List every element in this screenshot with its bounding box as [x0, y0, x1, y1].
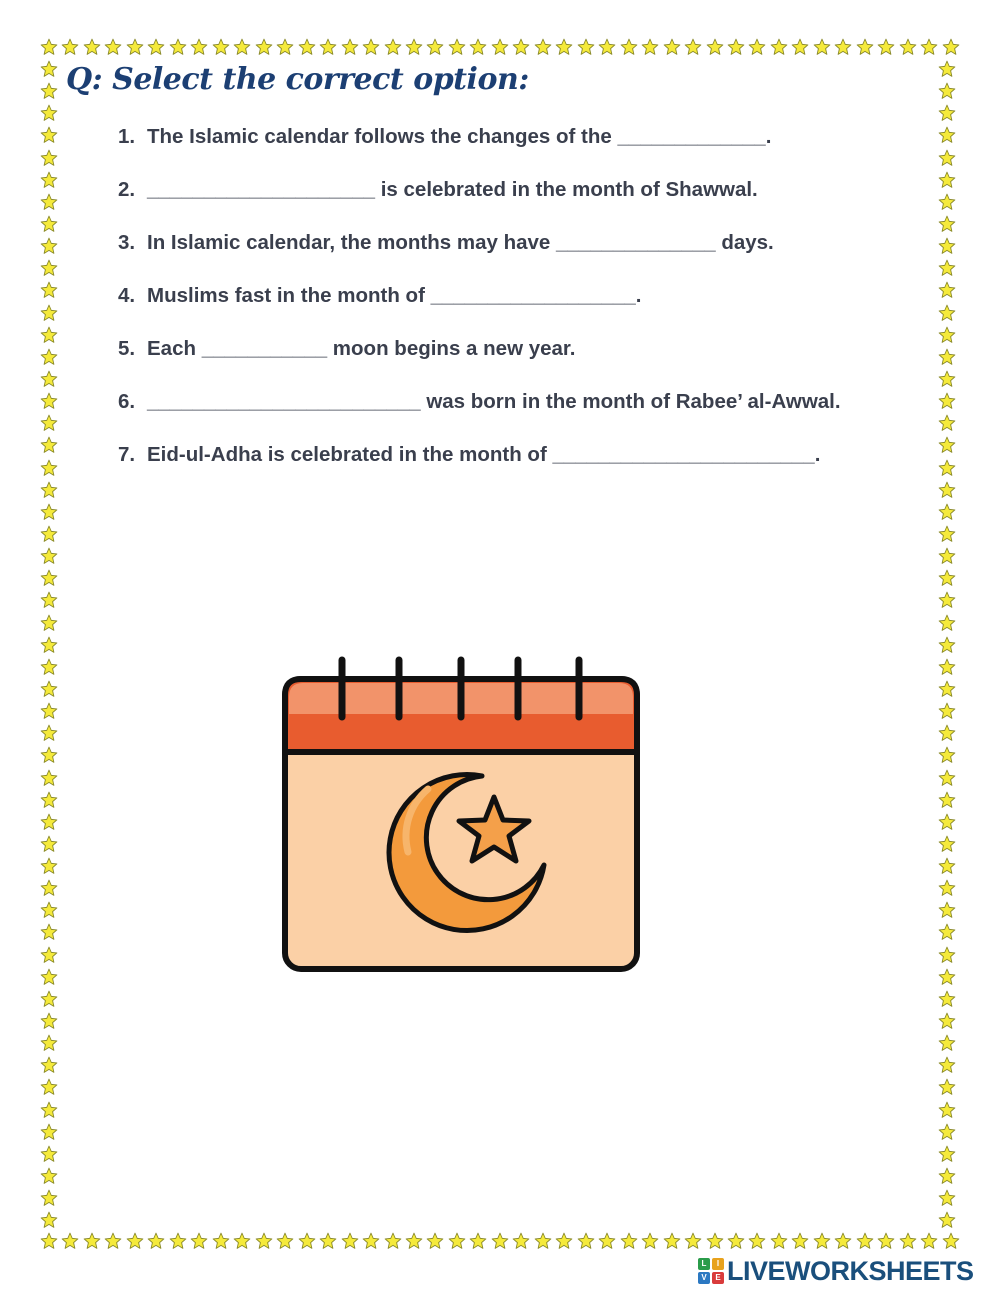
- star-icon: [40, 1123, 58, 1141]
- star-icon: [748, 1232, 766, 1250]
- question-item: [118, 282, 841, 335]
- liveworksheets-logo: [698, 1257, 974, 1285]
- star-icon: [938, 702, 956, 720]
- star-icon: [938, 525, 956, 543]
- star-icon: [83, 1232, 101, 1250]
- star-icon: [491, 1232, 509, 1250]
- star-icon: [40, 658, 58, 676]
- question-item: [118, 176, 841, 229]
- border-top: [40, 38, 960, 60]
- star-icon: [770, 1232, 788, 1250]
- star-icon: [426, 1232, 444, 1250]
- star-icon: [61, 1232, 79, 1250]
- star-icon: [577, 38, 595, 56]
- star-icon: [856, 38, 874, 56]
- star-icon: [899, 38, 917, 56]
- star-icon: [40, 857, 58, 875]
- question-item: [118, 229, 841, 282]
- star-icon: [40, 259, 58, 277]
- border-bottom: [40, 1232, 960, 1254]
- question-number: 7.: [118, 443, 136, 466]
- star-icon: [512, 1232, 530, 1250]
- star-icon: [40, 326, 58, 344]
- star-icon: [938, 149, 956, 167]
- star-icon: [684, 38, 702, 56]
- star-icon: [40, 1145, 58, 1163]
- star-icon: [577, 1232, 595, 1250]
- star-icon: [534, 38, 552, 56]
- star-icon: [938, 60, 956, 78]
- star-icon: [319, 38, 337, 56]
- star-icon: [169, 1232, 187, 1250]
- star-icon: [938, 1167, 956, 1185]
- star-icon: [877, 1232, 895, 1250]
- star-icon: [938, 370, 956, 388]
- question-text: Eid-ul-Adha is celebrated in the month of _______________________.: [147, 443, 821, 466]
- star-icon: [40, 591, 58, 609]
- star-icon: [938, 569, 956, 587]
- star-icon: [40, 569, 58, 587]
- question-text: Each ___________ moon begins a new year.: [147, 337, 576, 360]
- star-icon: [40, 348, 58, 366]
- star-icon: [40, 724, 58, 742]
- star-icon: [40, 481, 58, 499]
- star-icon: [706, 38, 724, 56]
- star-icon: [938, 1189, 956, 1207]
- question-text: In Islamic calendar, the months may have ______________ days.: [147, 231, 774, 254]
- border-left: [40, 60, 62, 1230]
- star-icon: [40, 1167, 58, 1185]
- star-icon: [40, 769, 58, 787]
- question-item: [118, 388, 841, 441]
- star-icon: [938, 769, 956, 787]
- star-icon: [362, 1232, 380, 1250]
- star-icon: [920, 38, 938, 56]
- star-icon: [938, 813, 956, 831]
- star-icon: [770, 38, 788, 56]
- star-icon: [938, 1145, 956, 1163]
- star-icon: [727, 1232, 745, 1250]
- star-icon: [341, 38, 359, 56]
- star-icon: [938, 348, 956, 366]
- star-icon: [899, 1232, 917, 1250]
- star-icon: [40, 990, 58, 1008]
- star-icon: [362, 38, 380, 56]
- star-icon: [40, 813, 58, 831]
- star-icon: [40, 1034, 58, 1052]
- star-icon: [877, 38, 895, 56]
- star-icon: [233, 1232, 251, 1250]
- star-icon: [384, 38, 402, 56]
- star-icon: [938, 414, 956, 432]
- star-icon: [938, 879, 956, 897]
- star-icon: [938, 857, 956, 875]
- star-icon: [938, 503, 956, 521]
- question-text: The Islamic calendar follows the changes of the _____________.: [147, 125, 772, 148]
- star-icon: [938, 82, 956, 100]
- star-icon: [40, 680, 58, 698]
- star-icon: [938, 126, 956, 144]
- star-icon: [40, 60, 58, 78]
- worksheet-title: Q: Select the correct option:: [66, 62, 529, 97]
- star-icon: [40, 525, 58, 543]
- star-icon: [276, 1232, 294, 1250]
- star-icon: [938, 614, 956, 632]
- question-text: Muslims fast in the month of __________________.: [147, 284, 642, 307]
- star-icon: [938, 746, 956, 764]
- star-icon: [40, 104, 58, 122]
- star-icon: [61, 38, 79, 56]
- star-icon: [40, 171, 58, 189]
- star-icon: [255, 38, 273, 56]
- star-icon: [920, 1232, 938, 1250]
- star-icon: [938, 459, 956, 477]
- star-icon: [938, 1034, 956, 1052]
- star-icon: [40, 1012, 58, 1030]
- logo-mark-letter: I: [712, 1258, 724, 1270]
- star-icon: [938, 946, 956, 964]
- star-icon: [938, 259, 956, 277]
- star-icon: [663, 38, 681, 56]
- star-icon: [620, 1232, 638, 1250]
- star-icon: [938, 281, 956, 299]
- star-icon: [40, 149, 58, 167]
- star-icon: [104, 1232, 122, 1250]
- star-icon: [104, 38, 122, 56]
- star-icon: [298, 38, 316, 56]
- question-text: ____________________ is celebrated in the month of Shawwal.: [147, 178, 758, 201]
- star-icon: [534, 1232, 552, 1250]
- star-icon: [40, 835, 58, 853]
- star-icon: [942, 1232, 960, 1250]
- star-icon: [40, 946, 58, 964]
- star-icon: [147, 38, 165, 56]
- star-icon: [405, 38, 423, 56]
- star-icon: [40, 547, 58, 565]
- star-icon: [938, 1078, 956, 1096]
- star-icon: [938, 835, 956, 853]
- star-icon: [641, 1232, 659, 1250]
- star-icon: [491, 38, 509, 56]
- star-icon: [405, 1232, 423, 1250]
- star-icon: [212, 1232, 230, 1250]
- star-icon: [40, 1232, 58, 1250]
- star-icon: [40, 636, 58, 654]
- star-icon: [938, 215, 956, 233]
- star-icon: [83, 38, 101, 56]
- star-icon: [791, 1232, 809, 1250]
- star-icon: [938, 104, 956, 122]
- star-icon: [40, 1078, 58, 1096]
- question-text: ________________________ was born in the month of Rabee’ al-Awwal.: [147, 390, 841, 413]
- star-icon: [233, 38, 251, 56]
- star-icon: [684, 1232, 702, 1250]
- star-icon: [40, 1056, 58, 1074]
- star-icon: [856, 1232, 874, 1250]
- logo-text: LIVEWORKSHEETS: [727, 1256, 974, 1286]
- star-icon: [512, 38, 530, 56]
- star-icon: [255, 1232, 273, 1250]
- star-icon: [40, 614, 58, 632]
- star-icon: [40, 901, 58, 919]
- star-icon: [169, 38, 187, 56]
- question-item: [118, 123, 841, 176]
- star-icon: [938, 1123, 956, 1141]
- star-icon: [40, 281, 58, 299]
- star-icon: [40, 968, 58, 986]
- star-icon: [426, 38, 444, 56]
- star-icon: [469, 1232, 487, 1250]
- question-number: 2.: [118, 178, 136, 201]
- star-icon: [641, 38, 659, 56]
- star-icon: [938, 1012, 956, 1030]
- star-icon: [938, 1101, 956, 1119]
- star-icon: [190, 1232, 208, 1250]
- star-icon: [40, 436, 58, 454]
- question-list: [118, 123, 841, 494]
- star-icon: [727, 38, 745, 56]
- star-icon: [555, 38, 573, 56]
- star-icon: [126, 38, 144, 56]
- star-icon: [706, 1232, 724, 1250]
- star-icon: [938, 636, 956, 654]
- star-icon: [40, 923, 58, 941]
- star-icon: [469, 38, 487, 56]
- star-icon: [938, 791, 956, 809]
- star-icon: [938, 193, 956, 211]
- question-number: 1.: [118, 125, 136, 148]
- question-number: 5.: [118, 337, 136, 360]
- star-icon: [40, 459, 58, 477]
- star-icon: [942, 38, 960, 56]
- star-icon: [938, 547, 956, 565]
- star-icon: [834, 38, 852, 56]
- star-icon: [938, 724, 956, 742]
- star-icon: [834, 1232, 852, 1250]
- star-icon: [938, 481, 956, 499]
- star-icon: [40, 304, 58, 322]
- star-icon: [938, 304, 956, 322]
- star-icon: [938, 901, 956, 919]
- star-icon: [663, 1232, 681, 1250]
- star-icon: [40, 1189, 58, 1207]
- star-icon: [40, 414, 58, 432]
- logo-mark-icon: [698, 1258, 724, 1284]
- star-icon: [40, 215, 58, 233]
- star-icon: [748, 38, 766, 56]
- star-icon: [190, 38, 208, 56]
- star-icon: [938, 171, 956, 189]
- question-number: 4.: [118, 284, 136, 307]
- star-icon: [938, 1056, 956, 1074]
- star-icon: [620, 38, 638, 56]
- star-icon: [40, 38, 58, 56]
- star-icon: [938, 392, 956, 410]
- star-icon: [598, 1232, 616, 1250]
- star-icon: [212, 38, 230, 56]
- star-icon: [938, 591, 956, 609]
- star-icon: [40, 392, 58, 410]
- star-icon: [938, 990, 956, 1008]
- star-icon: [298, 1232, 316, 1250]
- star-icon: [938, 658, 956, 676]
- calendar-crescent-icon: [278, 652, 644, 978]
- logo-mark-letter: V: [698, 1272, 710, 1284]
- star-icon: [40, 82, 58, 100]
- star-icon: [938, 237, 956, 255]
- star-icon: [40, 1211, 58, 1229]
- star-icon: [555, 1232, 573, 1250]
- star-icon: [40, 1101, 58, 1119]
- logo-mark-letter: L: [698, 1258, 710, 1270]
- star-icon: [40, 126, 58, 144]
- star-icon: [448, 1232, 466, 1250]
- star-icon: [319, 1232, 337, 1250]
- star-icon: [448, 38, 466, 56]
- question-item: [118, 441, 841, 494]
- star-icon: [126, 1232, 144, 1250]
- star-icon: [791, 38, 809, 56]
- star-icon: [938, 680, 956, 698]
- star-icon: [147, 1232, 165, 1250]
- star-icon: [938, 968, 956, 986]
- star-icon: [813, 1232, 831, 1250]
- star-icon: [938, 923, 956, 941]
- star-icon: [384, 1232, 402, 1250]
- star-icon: [40, 702, 58, 720]
- star-icon: [40, 370, 58, 388]
- question-number: 6.: [118, 390, 136, 413]
- star-icon: [341, 1232, 359, 1250]
- star-icon: [938, 436, 956, 454]
- star-icon: [598, 38, 616, 56]
- star-icon: [938, 1211, 956, 1229]
- star-icon: [40, 879, 58, 897]
- star-icon: [938, 326, 956, 344]
- star-icon: [813, 38, 831, 56]
- question-item: [118, 335, 841, 388]
- star-icon: [40, 746, 58, 764]
- star-icon: [40, 791, 58, 809]
- star-icon: [40, 237, 58, 255]
- star-icon: [40, 503, 58, 521]
- logo-mark-letter: E: [712, 1272, 724, 1284]
- star-icon: [40, 193, 58, 211]
- border-right: [938, 60, 960, 1230]
- star-icon: [276, 38, 294, 56]
- question-number: 3.: [118, 231, 136, 254]
